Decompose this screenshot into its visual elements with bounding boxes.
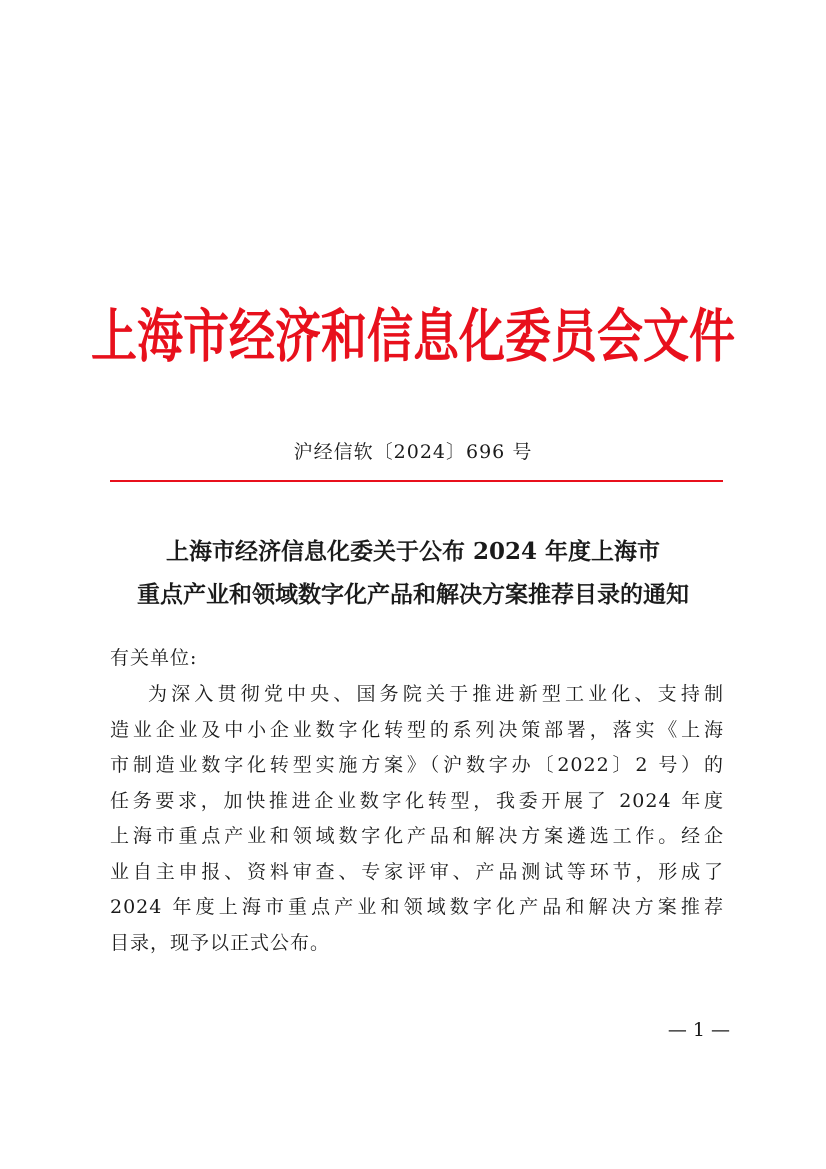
body-line: 2024 年度上海市重点产业和领域数字化产品和解决方案推荐: [110, 896, 724, 918]
body-line: 业自主申报、资料审查、专家评审、产品测试等环节，形成了: [110, 860, 724, 883]
masthead-title: 上海市经济和信息化委员会文件: [91, 302, 735, 370]
page-number: — 1 —: [667, 1019, 730, 1041]
body-line: 任务要求，加快推进企业数字化转型，我委开展了 2024 年度: [110, 789, 724, 812]
body-paragraph: [110, 677, 724, 961]
notice-title: [0, 530, 826, 616]
body-line: 为深入贯彻党中央、国务院关于推进新型工业化、支持制: [148, 683, 724, 705]
red-divider-line: [110, 480, 723, 482]
notice-title-line-1: 上海市经济信息化委关于公布 2024 年度上海市: [165, 538, 661, 565]
body-line: 造业企业及中小企业数字化转型的系列决策部署，落实《上海: [110, 718, 724, 741]
document-number: 沪经信软〔2024〕696 号: [293, 441, 533, 463]
body-line: 市制造业数字化转型实施方案》（沪数字办〔2022〕2 号）的: [110, 754, 724, 776]
salutation: 有关单位:: [110, 647, 198, 669]
body-line: 目录，现予以正式公布。: [110, 931, 331, 954]
body-line: 上海市重点产业和领域数字化产品和解决方案遴选工作。经企: [110, 825, 724, 847]
notice-title-line-2: 重点产业和领域数字化产品和解决方案推荐目录的通知: [137, 581, 689, 608]
